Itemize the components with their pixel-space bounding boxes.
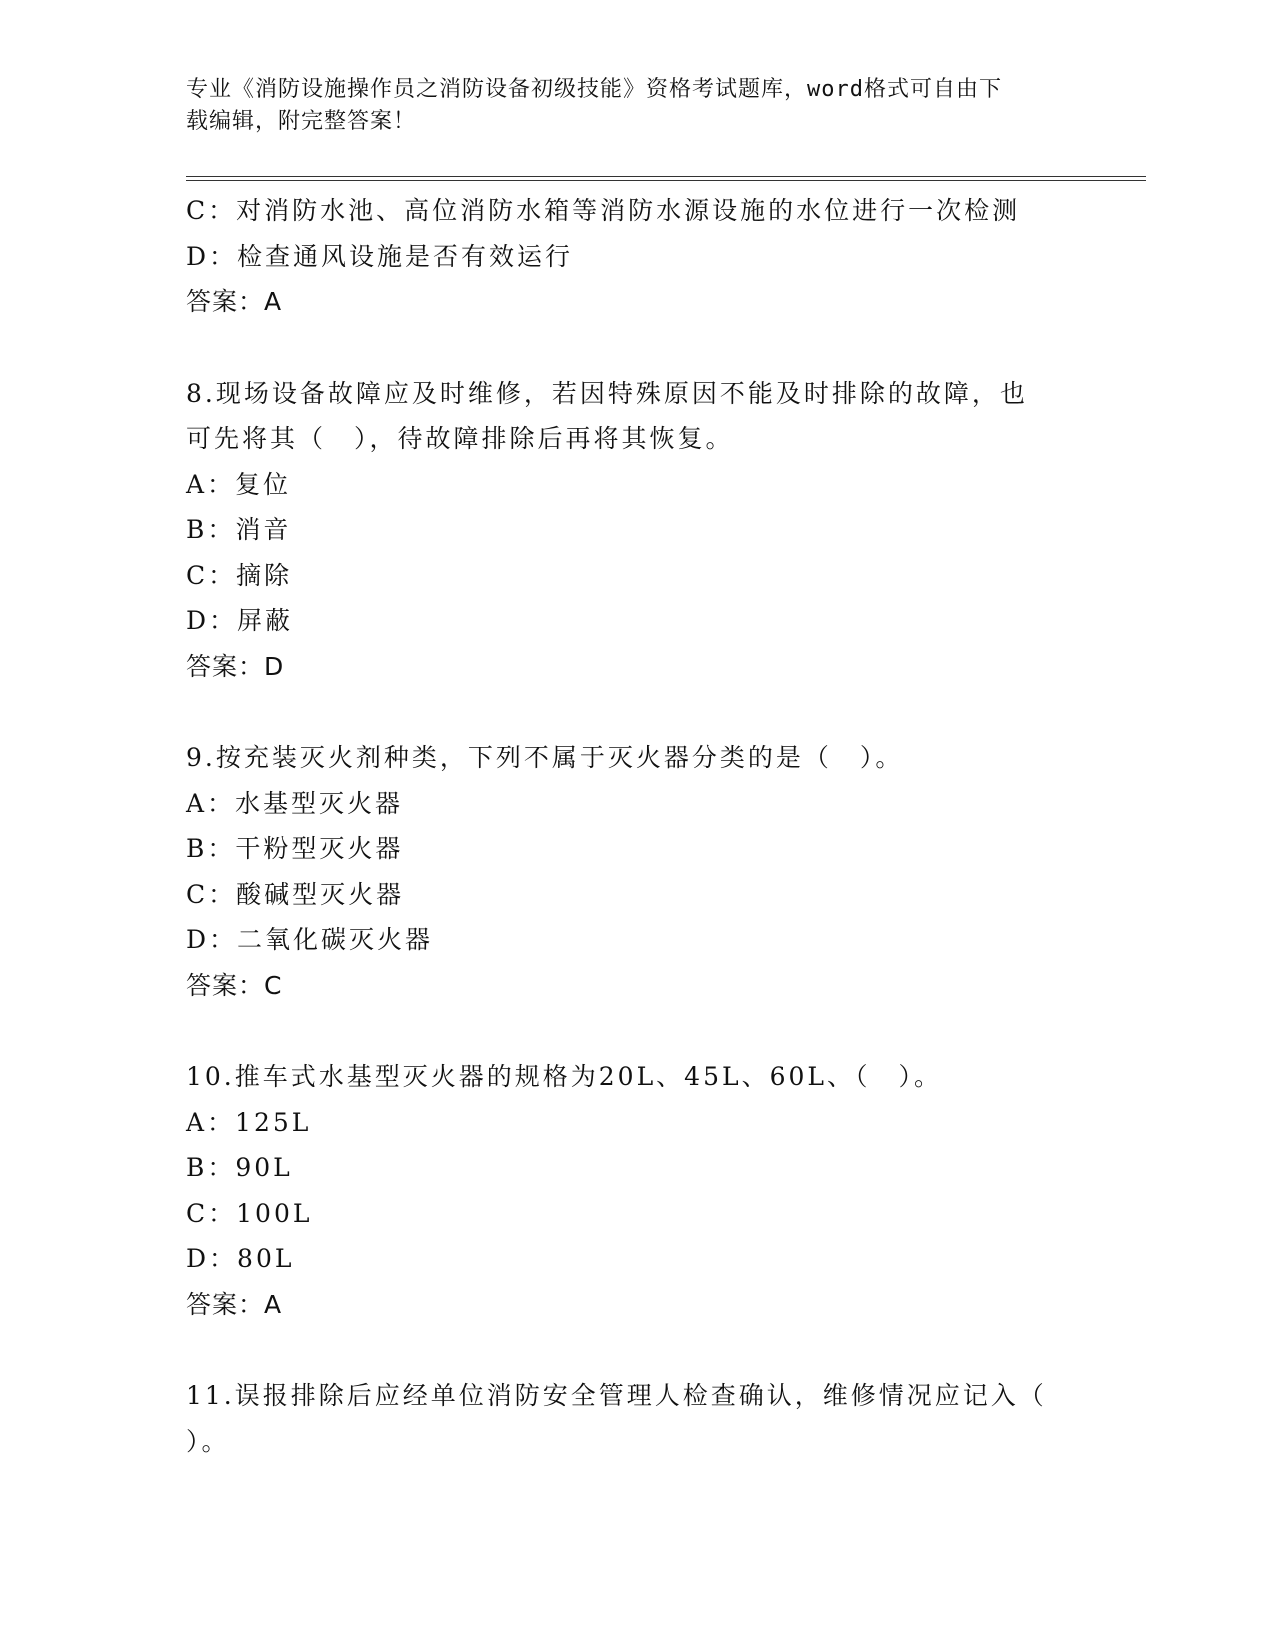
header-divider (186, 176, 1146, 181)
option-b: B：90L (186, 1153, 293, 1182)
option-c: C：对消防水池、高位消防水箱等消防水源设施的水位进行一次检测 (186, 196, 1021, 225)
option-c: C：100L (186, 1198, 313, 1228)
option-a: A：125L (186, 1107, 312, 1137)
question-11 (186, 1373, 1086, 1464)
option-a: A：复位 (186, 469, 292, 499)
question-7 (186, 188, 1086, 325)
answer-line: 答案：D (186, 651, 285, 681)
option-b: B：消音 (186, 515, 292, 544)
option-a: A：水基型灭火器 (186, 788, 404, 818)
spacer (186, 325, 1086, 371)
answer-line: 答案：A (186, 1289, 283, 1319)
header-line-2: 载编辑，附完整答案！ (186, 109, 417, 134)
question-8 (186, 371, 1086, 690)
option-d: D：屏蔽 (186, 606, 294, 635)
question-10 (186, 1054, 1086, 1327)
option-c: C：酸碱型灭火器 (186, 879, 405, 909)
header-line-1: 专业《消防设施操作员之消防设备初级技能》资格考试题库，word格式可自由下 (186, 77, 1002, 102)
option-b: B：干粉型灭火器 (186, 834, 404, 863)
question-stem: 9.按充装灭火剂种类，下列不属于灭火器分类的是（ ）。 (186, 743, 904, 772)
spacer (186, 1327, 1086, 1373)
option-d: D：检查通风设施是否有效运行 (186, 241, 574, 271)
question-stem: ）。 (186, 1426, 230, 1456)
spacer (186, 689, 1086, 735)
question-stem: 8.现场设备故障应及时维修，若因特殊原因不能及时排除的故障，也 (186, 378, 1028, 408)
question-stem: 11.误报排除后应经单位消防安全管理人检查确认，维修情况应记入（ (186, 1381, 1047, 1410)
question-stem: 可先将其（ ），待故障排除后再将其恢复。 (186, 424, 734, 453)
question-9 (186, 735, 1086, 1008)
option-c: C：摘除 (186, 560, 293, 590)
document-header (186, 74, 1066, 138)
option-d: D：80L (186, 1244, 295, 1273)
answer-line: 答案：A (186, 287, 283, 316)
answer-line: 答案：C (186, 970, 283, 1000)
question-content (186, 188, 1086, 1464)
spacer (186, 1008, 1086, 1054)
option-d: D：二氧化碳灭火器 (186, 925, 434, 954)
question-stem: 10.推车式水基型灭火器的规格为20L、45L、60L、（ ）。 (186, 1062, 942, 1091)
